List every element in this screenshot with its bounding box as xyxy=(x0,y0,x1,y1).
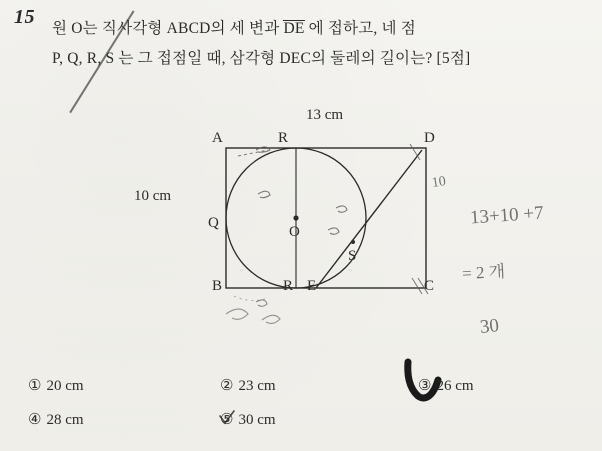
question-number: 15 xyxy=(14,6,35,28)
choice-4-text: 28 cm xyxy=(46,412,84,428)
stem-line1-pre: 원 O는 직사각형 ABCD의 세 변과 xyxy=(52,20,284,37)
choice-4[interactable] xyxy=(28,410,84,429)
choice-1[interactable] xyxy=(28,376,84,395)
rectangle-abcd xyxy=(226,148,426,288)
pencil-arrow-a xyxy=(238,150,268,156)
choice-2-marker: ② xyxy=(220,378,234,394)
choice-5-text: 30 cm xyxy=(238,412,276,428)
pencil-scribble-below-figure xyxy=(222,300,312,340)
choice-5[interactable] xyxy=(220,410,276,429)
label-r-top: R xyxy=(278,130,289,146)
stem-overline-segment: DE xyxy=(283,20,305,37)
annotation-sum: 13+10 +7 xyxy=(469,202,545,229)
pencil-squiggle-s xyxy=(328,228,339,234)
label-c: C xyxy=(424,278,435,294)
choice-1-text: 20 cm xyxy=(46,378,84,394)
annotation-result: 30 xyxy=(478,315,500,338)
label-e: E xyxy=(307,278,317,294)
choice-4-marker: ④ xyxy=(28,412,42,428)
dimension-top-13cm: 13 cm xyxy=(306,107,344,123)
dimension-left-10cm: 10 cm xyxy=(134,188,172,204)
choice-1-marker: ① xyxy=(28,378,42,394)
label-a: A xyxy=(212,130,223,146)
geometry-figure xyxy=(134,107,466,310)
choice-3-text: 26 cm xyxy=(436,378,474,394)
tick-mark-c xyxy=(412,278,422,294)
choice-3-marker: ③ xyxy=(418,378,432,394)
label-o: O xyxy=(289,224,300,240)
choice-3[interactable] xyxy=(418,376,474,395)
annotation-side-ten: 10 xyxy=(430,174,447,191)
label-d: D xyxy=(424,130,435,146)
label-s: S xyxy=(348,248,357,264)
choice-5-marker: ⑤ xyxy=(220,412,234,428)
stem-line2: P, Q, R, S 는 그 접점일 때, 삼각형 DEC의 둘레의 길이는? [5점] xyxy=(52,50,471,67)
pencil-squiggle-mid xyxy=(258,191,270,197)
label-b: B xyxy=(212,278,223,294)
annotation-equals: = 2 개 xyxy=(461,261,506,284)
stem-line1-post: 에 접하고, 네 점 xyxy=(304,20,416,37)
pencil-squiggle-right xyxy=(336,206,347,212)
tick-mark-d xyxy=(410,144,420,160)
question-stem xyxy=(52,14,592,74)
label-r-bottom: R xyxy=(283,278,294,294)
segment-de xyxy=(316,150,422,288)
tangent-point-s xyxy=(351,240,355,244)
choice-2-text: 23 cm xyxy=(238,378,276,394)
choice-2[interactable] xyxy=(220,376,276,395)
label-q: Q xyxy=(208,215,219,231)
